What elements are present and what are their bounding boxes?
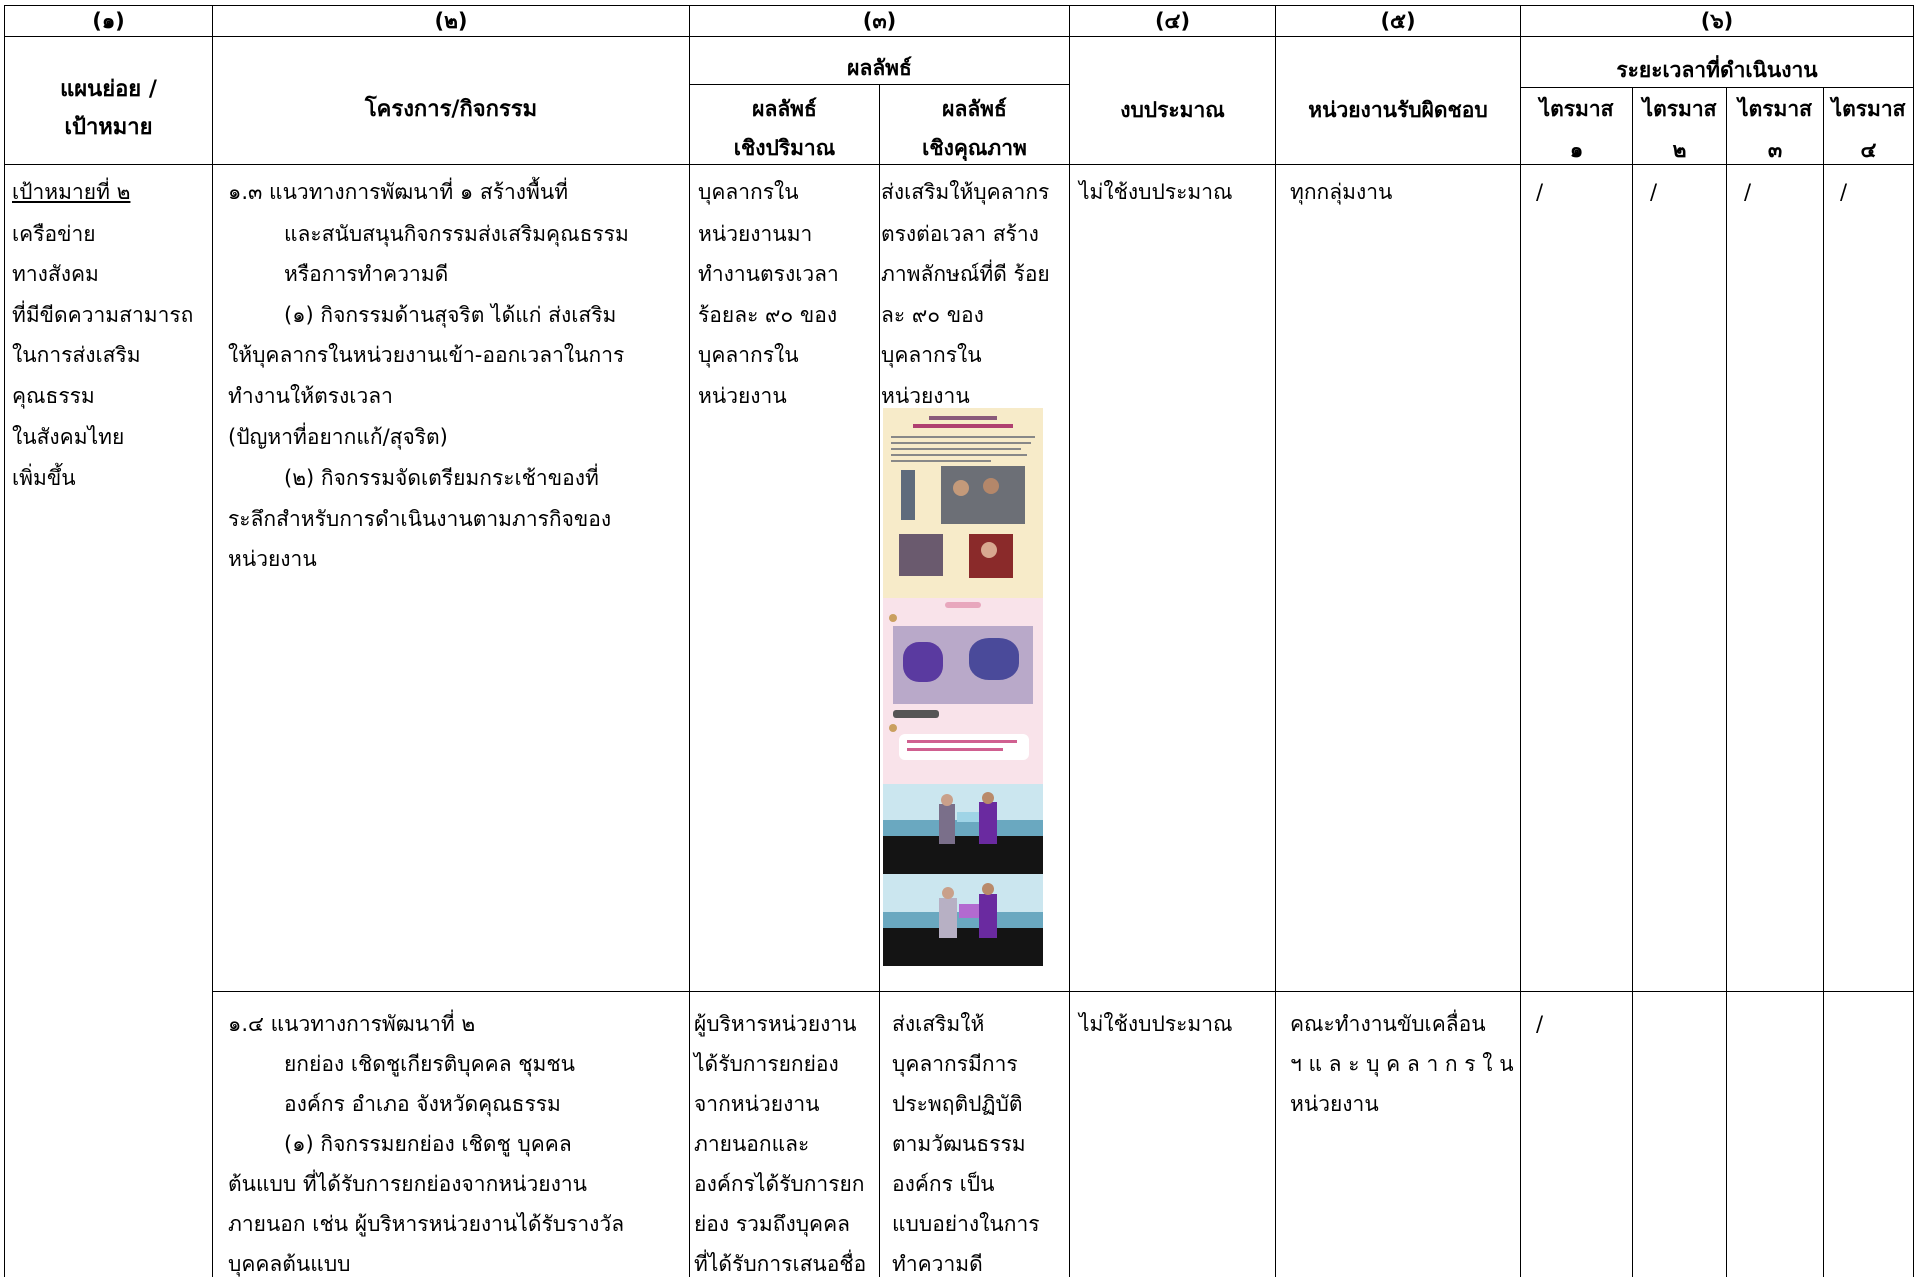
project-line: หน่วยงาน [228, 547, 317, 571]
rule-period [1520, 87, 1913, 88]
quarter-mark: / [1744, 180, 1752, 204]
quantity-line: บุคลากรใน [698, 180, 799, 204]
quantity-line: ผู้บริหารหน่วยงาน [694, 1012, 857, 1036]
quantity-line: ร้อยละ ๙๐ ของ [698, 303, 838, 327]
project-line: ๑.๓ แนวทางการพัฒนาที่ ๑ สร้างพื้นที่ [228, 180, 569, 204]
quarter-num-4: ๔ [1860, 138, 1877, 162]
agency-cell: ทุกกลุ่มงาน [1290, 180, 1393, 204]
col-num-5: (๕) [1380, 9, 1416, 33]
rule-c3a [879, 84, 880, 1277]
award-photo-2 [883, 874, 1043, 966]
quarter-label-4: ไตรมาส [1831, 97, 1906, 121]
goal-line: เครือข่าย [12, 222, 96, 246]
budget-label: งบประมาณ [1120, 98, 1225, 122]
rule-c2 [689, 5, 690, 1277]
goal-line: ทางสังคม [12, 262, 99, 286]
rule-q2 [1726, 87, 1727, 1277]
quarter-label-1: ไตรมาส [1539, 97, 1614, 121]
quarter-mark: / [1650, 180, 1658, 204]
quarter-mark: / [1536, 1012, 1544, 1036]
quality-line: ประพฤติปฏิบัติ [892, 1092, 1023, 1116]
rule-colnum [4, 36, 1913, 37]
quality-line: ส่งเสริมให้ [892, 1012, 985, 1036]
quality-line: ส่งเสริมให้บุคลากร [881, 180, 1050, 204]
budget-cell: ไม่ใช้งบประมาณ [1079, 1012, 1233, 1036]
quality-line: บุคลากรมีการ [892, 1052, 1018, 1076]
col-num-1: (๑) [92, 9, 125, 33]
project-label: โครงการ/กิจกรรม [364, 97, 538, 122]
quality-label-1: ผลลัพธ์ [942, 97, 1007, 121]
budget-cell: ไม่ใช้งบประมาณ [1079, 180, 1233, 204]
quarter-mark: / [1840, 180, 1848, 204]
poster-image [883, 408, 1043, 598]
rule-right [1913, 5, 1914, 1277]
agency-line: ฯ แ ล ะ บุ ค ล า ก ร ใ น [1290, 1052, 1514, 1076]
plan-label-1: แผนย่อย / [60, 77, 157, 102]
project-line: (ปัญหาที่อยากแก้/สุจริต) [228, 425, 448, 449]
quality-line: ละ ๙๐ ของ [881, 303, 984, 327]
quantity-label-2: เชิงปริมาณ [733, 136, 836, 160]
goal-line: ในการส่งเสริม [12, 343, 141, 367]
rule-row-split [212, 991, 1913, 992]
project-line: และสนับสนุนกิจกรรมส่งเสริมคุณธรรม [284, 222, 629, 246]
agency-label: หน่วยงานรับผิดชอบ [1308, 98, 1488, 122]
quantity-line: หน่วยงานมา [698, 222, 813, 246]
rule-left [4, 5, 5, 1277]
project-line: บุคคลต้นแบบ [228, 1252, 351, 1276]
goal-line: คุณธรรม [12, 384, 95, 408]
quantity-line: องค์กรได้รับการยก [694, 1172, 865, 1196]
quarter-mark: / [1536, 180, 1544, 204]
quarter-num-2: ๒ [1672, 138, 1687, 162]
agency-line: หน่วยงาน [1290, 1092, 1379, 1116]
col-num-2: (๒) [434, 9, 468, 33]
quantity-line: บุคลากรใน [698, 343, 799, 367]
quality-line: ทำความดี [892, 1252, 983, 1276]
plan-label-2: เป้าหมาย [64, 115, 153, 140]
rule-top [4, 5, 1913, 6]
project-line: ทำงานให้ตรงเวลา [228, 384, 393, 408]
quantity-line: จากหน่วยงาน [694, 1092, 820, 1116]
goal-line: ที่มีขีดความสามารถ [12, 303, 194, 327]
project-line: ภายนอก เช่น ผู้บริหารหน่วยงานได้รับรางวัล [228, 1212, 625, 1236]
goal-line: เพิ่มขึ้น [12, 466, 76, 490]
quantity-line: หน่วยงาน [698, 384, 787, 408]
project-line: องค์กร อำเภอ จังหวัดคุณธรรม [284, 1092, 561, 1116]
project-line: หรือการทำความดี [284, 262, 449, 286]
col-num-6: (๖) [1700, 9, 1734, 33]
award-photo-1 [883, 784, 1043, 874]
quantity-line: ทำงานตรงเวลา [698, 262, 839, 286]
col-num-3: (๓) [862, 9, 897, 33]
rule-c5 [1520, 5, 1521, 1277]
goal-title: เป้าหมายที่ ๒ [12, 180, 131, 204]
quality-line: ตรงต่อเวลา สร้าง [881, 222, 1039, 246]
quantity-line: ที่ได้รับการเสนอชื่อ [694, 1252, 867, 1276]
quality-line: ภาพลักษณ์ที่ดี ร้อย [881, 262, 1050, 286]
activity-photo-collage [883, 408, 1043, 966]
quarter-label-2: ไตรมาส [1642, 97, 1717, 121]
quality-line: บุคลากรใน [881, 343, 982, 367]
project-line: (๒) กิจกรรมจัดเตรียมกระเช้าของที่ [284, 466, 599, 490]
project-line: ให้บุคลากรในหน่วยงานเข้า-ออกเวลาในการ [228, 343, 625, 367]
quality-line: แบบอย่างในการ [892, 1212, 1040, 1236]
goal-line: ในสังคมไทย [12, 425, 125, 449]
period-label: ระยะเวลาที่ดำเนินงาน [1616, 58, 1818, 82]
quality-line: หน่วยงาน [881, 384, 970, 408]
rule-c4 [1275, 5, 1276, 1277]
project-line: ระลึกสำหรับการดำเนินงานตามภารกิจของ [228, 507, 612, 531]
project-line: ๑.๔ แนวทางการพัฒนาที่ ๒ [228, 1012, 476, 1036]
col-num-4: (๔) [1154, 9, 1191, 33]
project-line: ต้นแบบ ที่ได้รับการยกย่องจากหน่วยงาน [228, 1172, 587, 1196]
quality-line: ตามวัฒนธรรม [892, 1132, 1026, 1156]
agency-line: คณะทำงานขับเคลื่อน [1290, 1012, 1486, 1036]
chat-image [883, 598, 1043, 784]
quarter-num-1: ๑ [1569, 138, 1584, 162]
project-line: ยกย่อง เชิดชูเกียรติบุคคล ชุมชน [284, 1052, 575, 1076]
quantity-label-1: ผลลัพธ์ [752, 97, 817, 121]
rule-q1 [1632, 87, 1633, 1277]
quantity-line: ย่อง รวมถึงบุคคล [694, 1212, 851, 1236]
quarter-label-3: ไตรมาส [1738, 97, 1812, 121]
rule-header-bottom [4, 164, 1913, 165]
quality-label-2: เชิงคุณภาพ [922, 136, 1027, 160]
rule-q3 [1823, 87, 1824, 1277]
output-label: ผลลัพธ์ [847, 56, 912, 80]
project-line: (๑) กิจกรรมยกย่อง เชิดชู บุคคล [284, 1132, 572, 1156]
rule-c1 [212, 5, 213, 1277]
quarter-num-3: ๓ [1767, 138, 1783, 162]
project-line: (๑) กิจกรรมด้านสุจริต ได้แก่ ส่งเสริม [284, 303, 617, 327]
quantity-line: ภายนอกและ [694, 1132, 810, 1156]
rule-c3 [1069, 5, 1070, 1277]
quality-line: องค์กร เป็น [892, 1172, 995, 1196]
quantity-line: ได้รับการยกย่อง [694, 1052, 839, 1076]
